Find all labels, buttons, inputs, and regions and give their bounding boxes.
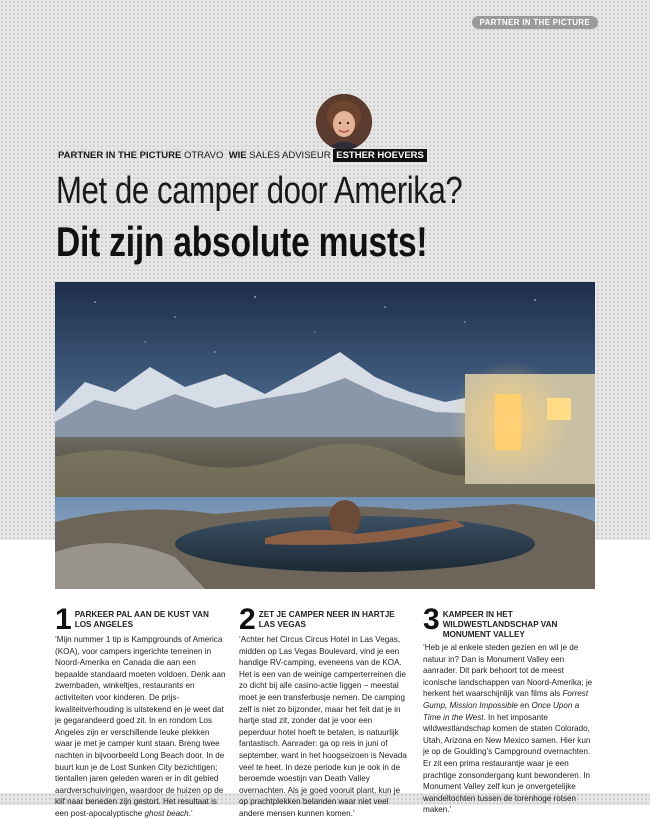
section-1-heading [55, 603, 227, 636]
section-1-body: ‘Mijn nummer 1 tip is Kampgrounds of America (KOA), voor campers ingerichte terreinen in Noord-Amerika en Canada die aan een bepaalde standaard moeten voldoen. Denk aan zwembaden, winkeltjes, restaurants en activiteiten voor kinderen. De prijs-kwaliteitverhouding is uitstekend en je weet dat je gegarandeerd goed zit. In en rondom Los Angeles zijn er verschillende leuke plekken waar je met je camper kunt staan. Breng twee nachten in bijvoorbeeld Long Beach door. In de buurt kun je de Lost Sunken City bezichtigen; tientallen jaren geleden waren er in dit gebied aardverschuivingen, waardoor de huizen op de klif naar beneden zijn gestort. Het resultaat is een post-apocalyptische ghost beach.’ [55, 635, 226, 818]
section-3-body: ‘Heb je al enkele steden gezien en wil je de natuur in? Dan is Monument Valley een aanrader. Dit park behoort tot de meest iconische landschappen van Noord-Amerika; je herkent het waarschijnlijk van films als Forrest Gump, Mission Impossible en Once Upon a Time in the West. In het imposante wildwestlandschap komen de staten Colorado, Utah, Arizona en New Mexico samen. Hier kun je op de Goulding’s Campground overnachten. Er zit een prima restaurantje waar je een prachtige zonsondergang kunt bewonderen. In Monument Valley zelf kun je onvergetelijke wandeltochten tussen de torenhoge rotsen maken.’ [423, 643, 593, 815]
partner-name: OTRAVO [183, 150, 224, 161]
section-2-heading [239, 603, 411, 636]
headline-light: Met de camper door Amerika? [56, 170, 463, 212]
hero-photo [55, 282, 595, 589]
partner-label: PARTNER IN THE PICTURE [58, 150, 182, 161]
section-2-body: ‘Achter het Circus Circus Hotel in Las Vegas, midden op Las Vegas Boulevard, vind je een handige RV-camping, eveneens van de KOA. Het is een van de weinige camperterreinen die zo dicht bij alle casino-actie liggen – meestal moet je een transferbusje nemen. De camping zelf is niet zo bijzonder, maar het feit dat je in hartje stad zit, zonder dat je voor een peperduur hotel hoeft te betalen, is natuurlijk fantastisch. Aanrader: ga op reis in juni of september, want in het hoogseizoen is Nevada veel te heet. In deze periode kun je ook in de beroemde woestijn van Death Valley overnachten. Als je goed vooruit plant, kun je op prachtplekken belanden waar niet veel andere mensen kunnen komen.’ [239, 635, 407, 818]
byline [58, 150, 427, 161]
author-name: ESTHER HOEVERS [333, 149, 427, 162]
section-3 [423, 603, 595, 816]
section-2-title: ZET JE CAMPER NEER IN HARTJE LAS VEGAS [258, 610, 395, 629]
section-2 [239, 603, 411, 820]
section-3-title: KAMPEER IN HET WILDWESTLANDSCHAP VAN MONUMENT VALLEY [442, 610, 558, 639]
section-2-number: 2 [239, 603, 256, 636]
section-1 [55, 603, 227, 820]
section-1-title: PARKEER PAL AAN DE KUST VAN LOS ANGELES [74, 610, 209, 629]
section-tag: PARTNER IN THE PICTURE [472, 16, 598, 29]
author-avatar [316, 94, 372, 150]
headline-bold: Dit zijn absolute musts! [56, 218, 428, 265]
section-1-number: 1 [55, 603, 72, 636]
author-role: SALES ADVISEUR [249, 150, 331, 161]
who-label: WIE [228, 150, 247, 161]
section-3-heading [423, 603, 595, 640]
section-3-number: 3 [423, 603, 440, 636]
